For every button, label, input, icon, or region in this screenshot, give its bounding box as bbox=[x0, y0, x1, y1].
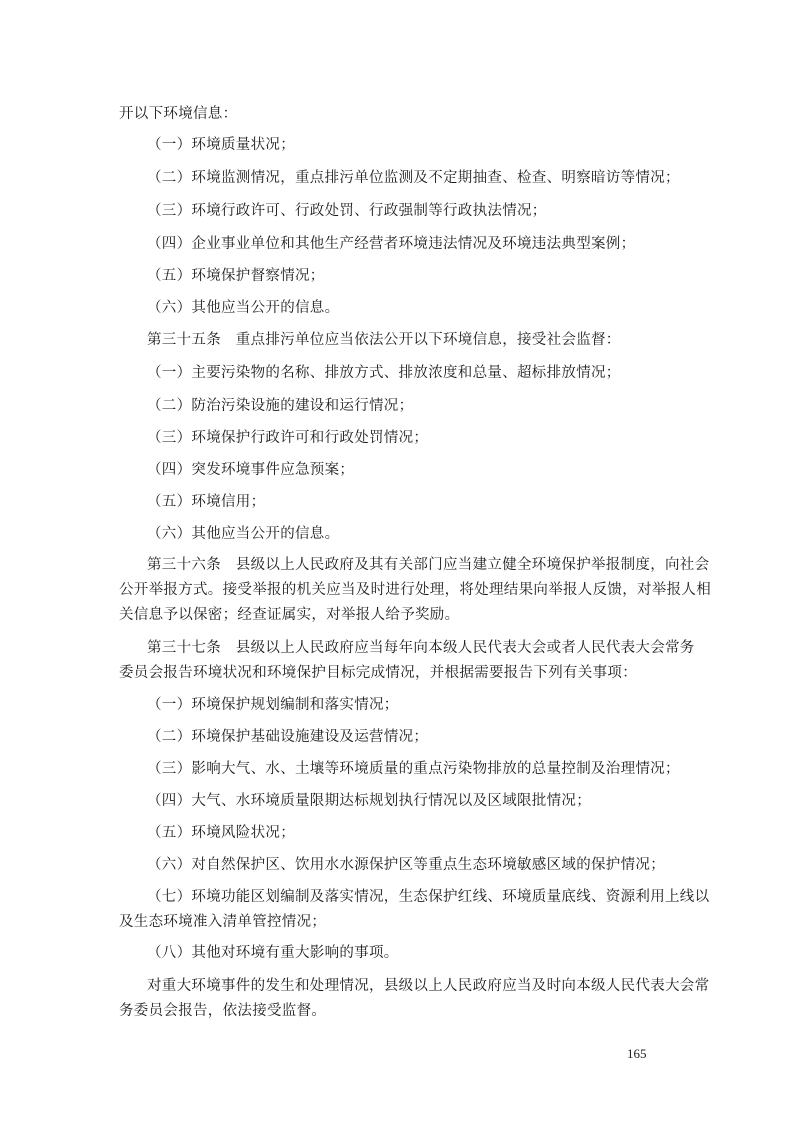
article-36-line-3: 关信息予以保密；经查证属实，对举报人给予奖励。 bbox=[119, 607, 460, 623]
article-37-item-3: （三）影响大气、水、土壤等环境质量的重点污染物排放的总量控制及治理情况； bbox=[147, 761, 680, 777]
article-37-item-2: （二）环境保护基础设施建设及运营情况； bbox=[147, 729, 429, 745]
article-36-line-1: 第三十六条 县级以上人民政府及其有关部门应当建立健全环境保护举报制度，向社会 bbox=[147, 557, 710, 573]
item-5-inspection: （五）环境保护督察情况； bbox=[147, 268, 325, 284]
page-number: 165 bbox=[627, 1046, 647, 1061]
article-37-item-4: （四）大气、水环境质量限期达标规划执行情况以及区域限批情况； bbox=[147, 793, 591, 809]
article-37-item-5: （五）环境风险状况； bbox=[147, 825, 295, 841]
item-6-other-info: （六）其他应当公开的信息。 bbox=[147, 300, 340, 316]
article-35-item-5: （五）环境信用； bbox=[147, 494, 266, 510]
article-37-line-1: 第三十七条 县级以上人民政府应当每年向本级人民代表大会或者人民代表大会常务 bbox=[147, 640, 695, 656]
closing-paragraph-line-1: 对重大环境事件的发生和处理情况，县级以上人民政府应当及时向本级人民代表大会常 bbox=[147, 978, 710, 994]
item-3-administrative-enforcement: （三）环境行政许可、行政处罚、行政强制等行政执法情况； bbox=[147, 203, 547, 219]
article-37-item-7-line-2: 及生态环境准入清单管控情况； bbox=[119, 914, 327, 930]
article-37-item-1: （一）环境保护规划编制和落实情况； bbox=[147, 697, 399, 713]
item-2-monitoring: （二）环境监测情况，重点排污单位监测及不定期抽查、检查、明察暗访等情况； bbox=[147, 170, 680, 186]
article-35-item-4: （四）突发环境事件应急预案； bbox=[147, 462, 355, 478]
article-35-heading: 第三十五条 重点排污单位应当依法公开以下环境信息，接受社会监督： bbox=[147, 332, 621, 348]
article-37-item-7-line-1: （七）环境功能区划编制及落实情况，生态保护红线、环境质量底线、资源利用上线以 bbox=[147, 889, 710, 905]
item-1-environmental-quality: （一）环境质量状况； bbox=[147, 137, 295, 153]
closing-paragraph-line-2: 务委员会报告，依法接受监督。 bbox=[119, 1003, 327, 1019]
text-line-1: 开以下环境信息： bbox=[119, 106, 238, 122]
article-35-item-1: （一）主要污染物的名称、排放方式、排放浓度和总量、超标排放情况； bbox=[147, 365, 621, 381]
article-35-item-2: （二）防治污染设施的建设和运行情况； bbox=[147, 398, 414, 414]
article-36-line-2: 公开举报方式。接受举报的机关应当及时进行处理，将处理结果向举报人反馈，对举报人相 bbox=[119, 582, 711, 598]
article-35-item-6: （六）其他应当公开的信息。 bbox=[147, 526, 340, 542]
article-35-item-3: （三）环境保护行政许可和行政处罚情况； bbox=[147, 430, 429, 446]
article-37-item-8: （八）其他对环境有重大影响的事项。 bbox=[147, 945, 399, 961]
article-37-line-2: 委员会报告环境状况和环境保护目标完成情况，并根据需要报告下列有关事项： bbox=[119, 665, 637, 681]
article-37-item-6: （六）对自然保护区、饮用水水源保护区等重点生态环境敏感区域的保护情况； bbox=[147, 857, 665, 873]
item-4-violations: （四）企业事业单位和其他生产经营者环境违法情况及环境违法典型案例； bbox=[147, 236, 636, 252]
